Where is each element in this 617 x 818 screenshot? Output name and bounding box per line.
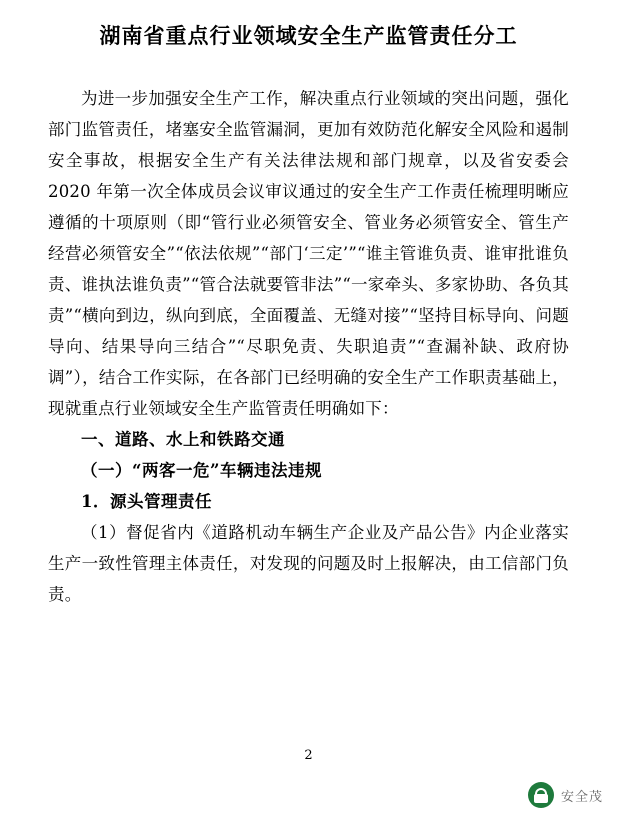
page-number: 2 bbox=[304, 748, 313, 763]
paragraph-item-1: （1）督促省内《道路机动车辆生产企业及产品公告》内企业落实生产一致性管理主体责任，对发现的问题及时上报解决，由工信部门负责。 bbox=[48, 523, 569, 605]
safety-helmet-icon bbox=[528, 782, 554, 808]
section-heading-2: （一）“两客一危”车辆违法违规 bbox=[81, 461, 322, 481]
document-page bbox=[0, 22, 617, 818]
section-heading-1: 一、道路、水上和铁路交通 bbox=[81, 430, 285, 450]
brand-name: 安全茂 bbox=[560, 789, 603, 805]
paragraph-intro: 为进一步加强安全生产工作，解决重点行业领域的突出问题，强化部门监管责任，堵塞安全监管漏洞，更加有效防范化解安全风险和遏制安全事故，根据安全生产有关法律法规和部门规章，以及省安委会 2020 年第一次全体成员会议审议通过的安全生产工作责任梳理明晰应遵循的十项原则（即“管行业必须管安全、管业务必须管安全、管生产经营必须管安全”“依法依规”“部门‘三定’”“谁主管谁负责、谁审批谁负责、谁执法谁负责”“管合法就要管非法”“一家牵头、多家协助、各负其责”“横向到边，纵向到底，全面覆盖、无缝对接”“坚持目标导向、问题导向、结果导向三结合”“尽职免责、失职追责”“查漏补缺、政府协调”），结合工作实际，在各部门已经明确的安全生产工作职责基础上，现就重点行业领域安全生产监管责任明确如下： bbox=[48, 89, 569, 419]
document-body bbox=[48, 83, 569, 610]
page-title: 湖南省重点行业领域安全生产监管责任分工 bbox=[99, 23, 518, 48]
section-heading-3: 1．源头管理责任 bbox=[81, 492, 212, 512]
footer-brand bbox=[528, 782, 603, 808]
